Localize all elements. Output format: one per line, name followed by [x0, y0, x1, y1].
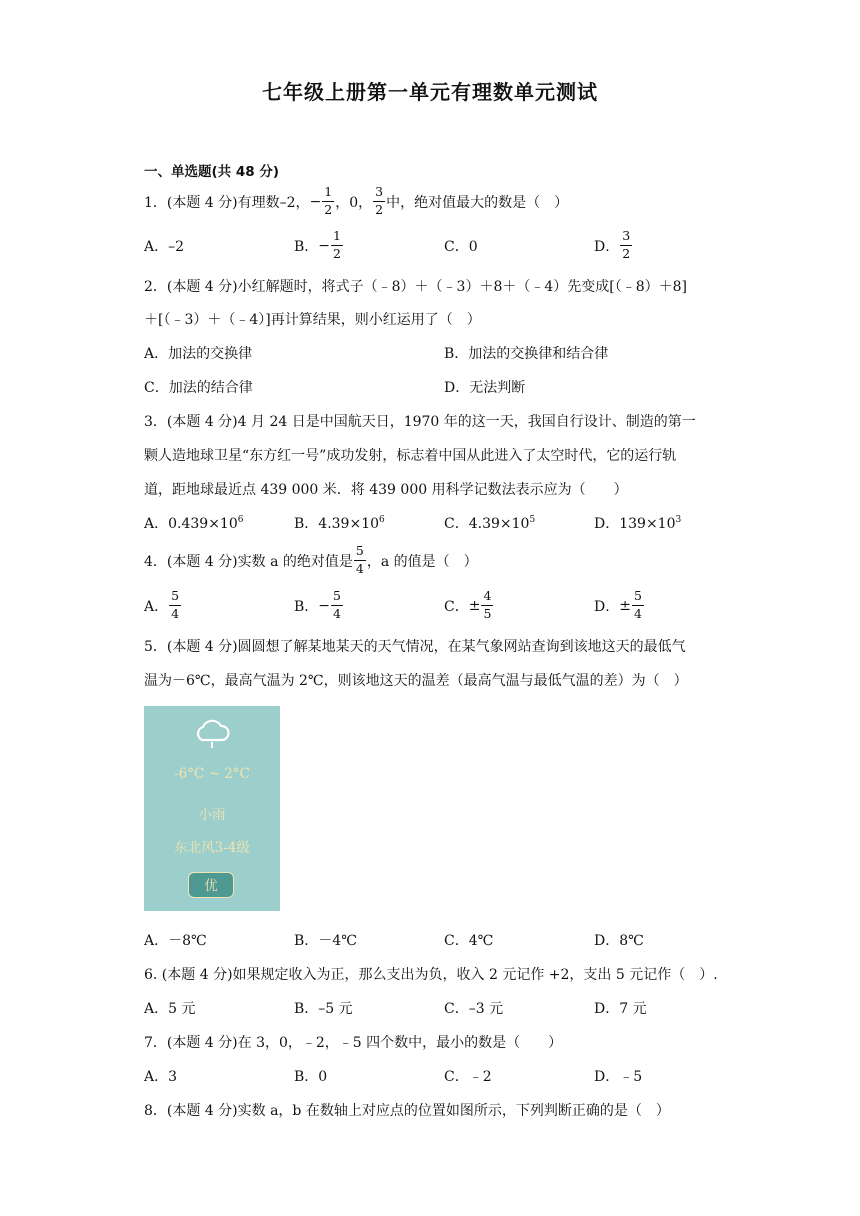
question-3-line-3: 道，距地球最近点 439 000 米．将 439 000 用科学记数法表示应为（ ）: [144, 482, 628, 498]
option-d[interactable]: D． $\frac{3}{2}$: [594, 228, 631, 261]
option-d[interactable]: D．8℃: [594, 933, 644, 949]
question-4: 4．(本题 4 分)实数 a 的绝对值是 $\frac{5}{4}$ ，a 的值是（ ）: [144, 543, 478, 576]
question-6: 6. (本题 4 分)如果规定收入为正，那么支出为负，收入 2 元记作 +2，支出 5 元记作（ ）.: [144, 967, 718, 983]
option-c[interactable]: C．–3 元: [444, 1001, 504, 1017]
question-7: 7．(本题 4 分)在 3，0，﹣2，﹣5 四个数中，最小的数是（ ）: [144, 1035, 563, 1051]
question-2-line-2: ＋[（﹣3）＋（﹣4）]再计算结果，则小红运用了（ ）: [144, 312, 481, 328]
question-2-line-1: 2．(本题 4 分)小红解题时，将式子（﹣8）＋（﹣3）＋8＋（﹣4）先变成[（﹣8）＋8]: [144, 279, 688, 295]
question-1-suffix: 中，绝对值最大的数是（ ）: [386, 195, 569, 211]
weather-card-image: [144, 706, 280, 911]
option-c[interactable]: C．﹣2: [444, 1069, 492, 1085]
page-title: 七年级上册第一单元有理数单元测试: [262, 80, 598, 104]
option-c[interactable]: C．加法的结合律: [144, 380, 253, 396]
question-5-line-2: 温为－6℃，最高气温为 2℃，则该地这天的温差（最高气温与最低气温的差）为（ ）: [144, 673, 688, 689]
option-d[interactable]: D． ± $\frac{5}{4}$: [594, 588, 642, 621]
option-a[interactable]: A．3: [144, 1069, 178, 1085]
question-1-mid: ，0，: [335, 195, 373, 211]
air-quality-badge: 优: [188, 872, 234, 898]
fraction: $\frac{5}{4}$: [355, 543, 364, 576]
option-a[interactable]: A．5 元: [144, 1001, 196, 1017]
fraction: $\frac{5}{4}$: [171, 588, 180, 621]
option-b[interactable]: B．－4℃: [294, 933, 357, 949]
option-a[interactable]: A．–2: [144, 239, 185, 255]
option-c[interactable]: C．$4.39\times 10^5$: [444, 515, 536, 532]
option-b[interactable]: B．–5 元: [294, 1001, 353, 1017]
weather-wind: 东北风3-4级: [174, 840, 250, 856]
minus-sign: −: [309, 194, 322, 210]
question-3-line-1: 3．(本题 4 分)4 月 24 日是中国航天日，1970 年的这一天，我国自行设计、制造的第一: [144, 414, 696, 430]
option-b[interactable]: B． − $\frac{5}{4}$: [294, 588, 341, 621]
option-a[interactable]: A．$0.439\times 10^6$: [144, 515, 244, 532]
option-d[interactable]: D．$139\times 10^3$: [594, 515, 682, 532]
option-c[interactable]: C． ± $\frac{4}{5}$: [444, 588, 492, 621]
fraction: $\frac{4}{5}$: [483, 588, 492, 621]
option-d[interactable]: D．7 元: [594, 1001, 647, 1017]
option-a[interactable]: A． $\frac{5}{4}$: [144, 588, 180, 621]
option-c[interactable]: C．4℃: [444, 933, 494, 949]
option-c[interactable]: C．0: [444, 239, 478, 255]
fraction: $\frac{3}{2}$: [622, 228, 631, 261]
option-a[interactable]: A．加法的交换律: [144, 346, 253, 362]
question-5-line-1: 5．(本题 4 分)圆圆想了解某地某天的天气情况，在某气象网站查询到该地这天的最低气: [144, 639, 686, 655]
option-b[interactable]: B． − $\frac{1}{2}$: [294, 228, 341, 261]
option-b[interactable]: B．0: [294, 1069, 328, 1085]
section-heading: 一、单选题(共 48 分): [144, 164, 280, 180]
question-1-number: –2，: [279, 195, 310, 211]
option-b[interactable]: B．$4.39\times 10^6$: [294, 515, 385, 532]
fraction: $\frac{1}{2}$: [324, 184, 333, 217]
cloud-rain-icon: [192, 718, 232, 750]
question-3-line-2: 颗人造地球卫星“东方红一号”成功发射，标志着中国从此进入了太空时代，它的运行轨: [144, 448, 677, 464]
question-8: 8．(本题 4 分)实数 a，b 在数轴上对应点的位置如图所示，下列判断正确的是（ ）: [144, 1103, 670, 1119]
fraction: $\frac{5}{4}$: [633, 588, 642, 621]
question-1: [144, 184, 568, 220]
option-d[interactable]: D．无法判断: [444, 380, 526, 396]
weather-temperature: -6°C ~ 2°C: [174, 766, 250, 782]
option-d[interactable]: D．﹣5: [594, 1069, 643, 1085]
fraction: $\frac{5}{4}$: [333, 588, 341, 621]
fraction: $\frac{3}{2}$: [375, 184, 384, 217]
weather-condition: 小雨: [198, 807, 226, 823]
option-b[interactable]: B．加法的交换律和结合律: [444, 346, 609, 362]
fraction: $\frac{1}{2}$: [333, 228, 341, 261]
option-a[interactable]: A．－8℃: [144, 933, 207, 949]
question-1-prefix: 1．(本题 4 分)有理数: [144, 195, 280, 211]
